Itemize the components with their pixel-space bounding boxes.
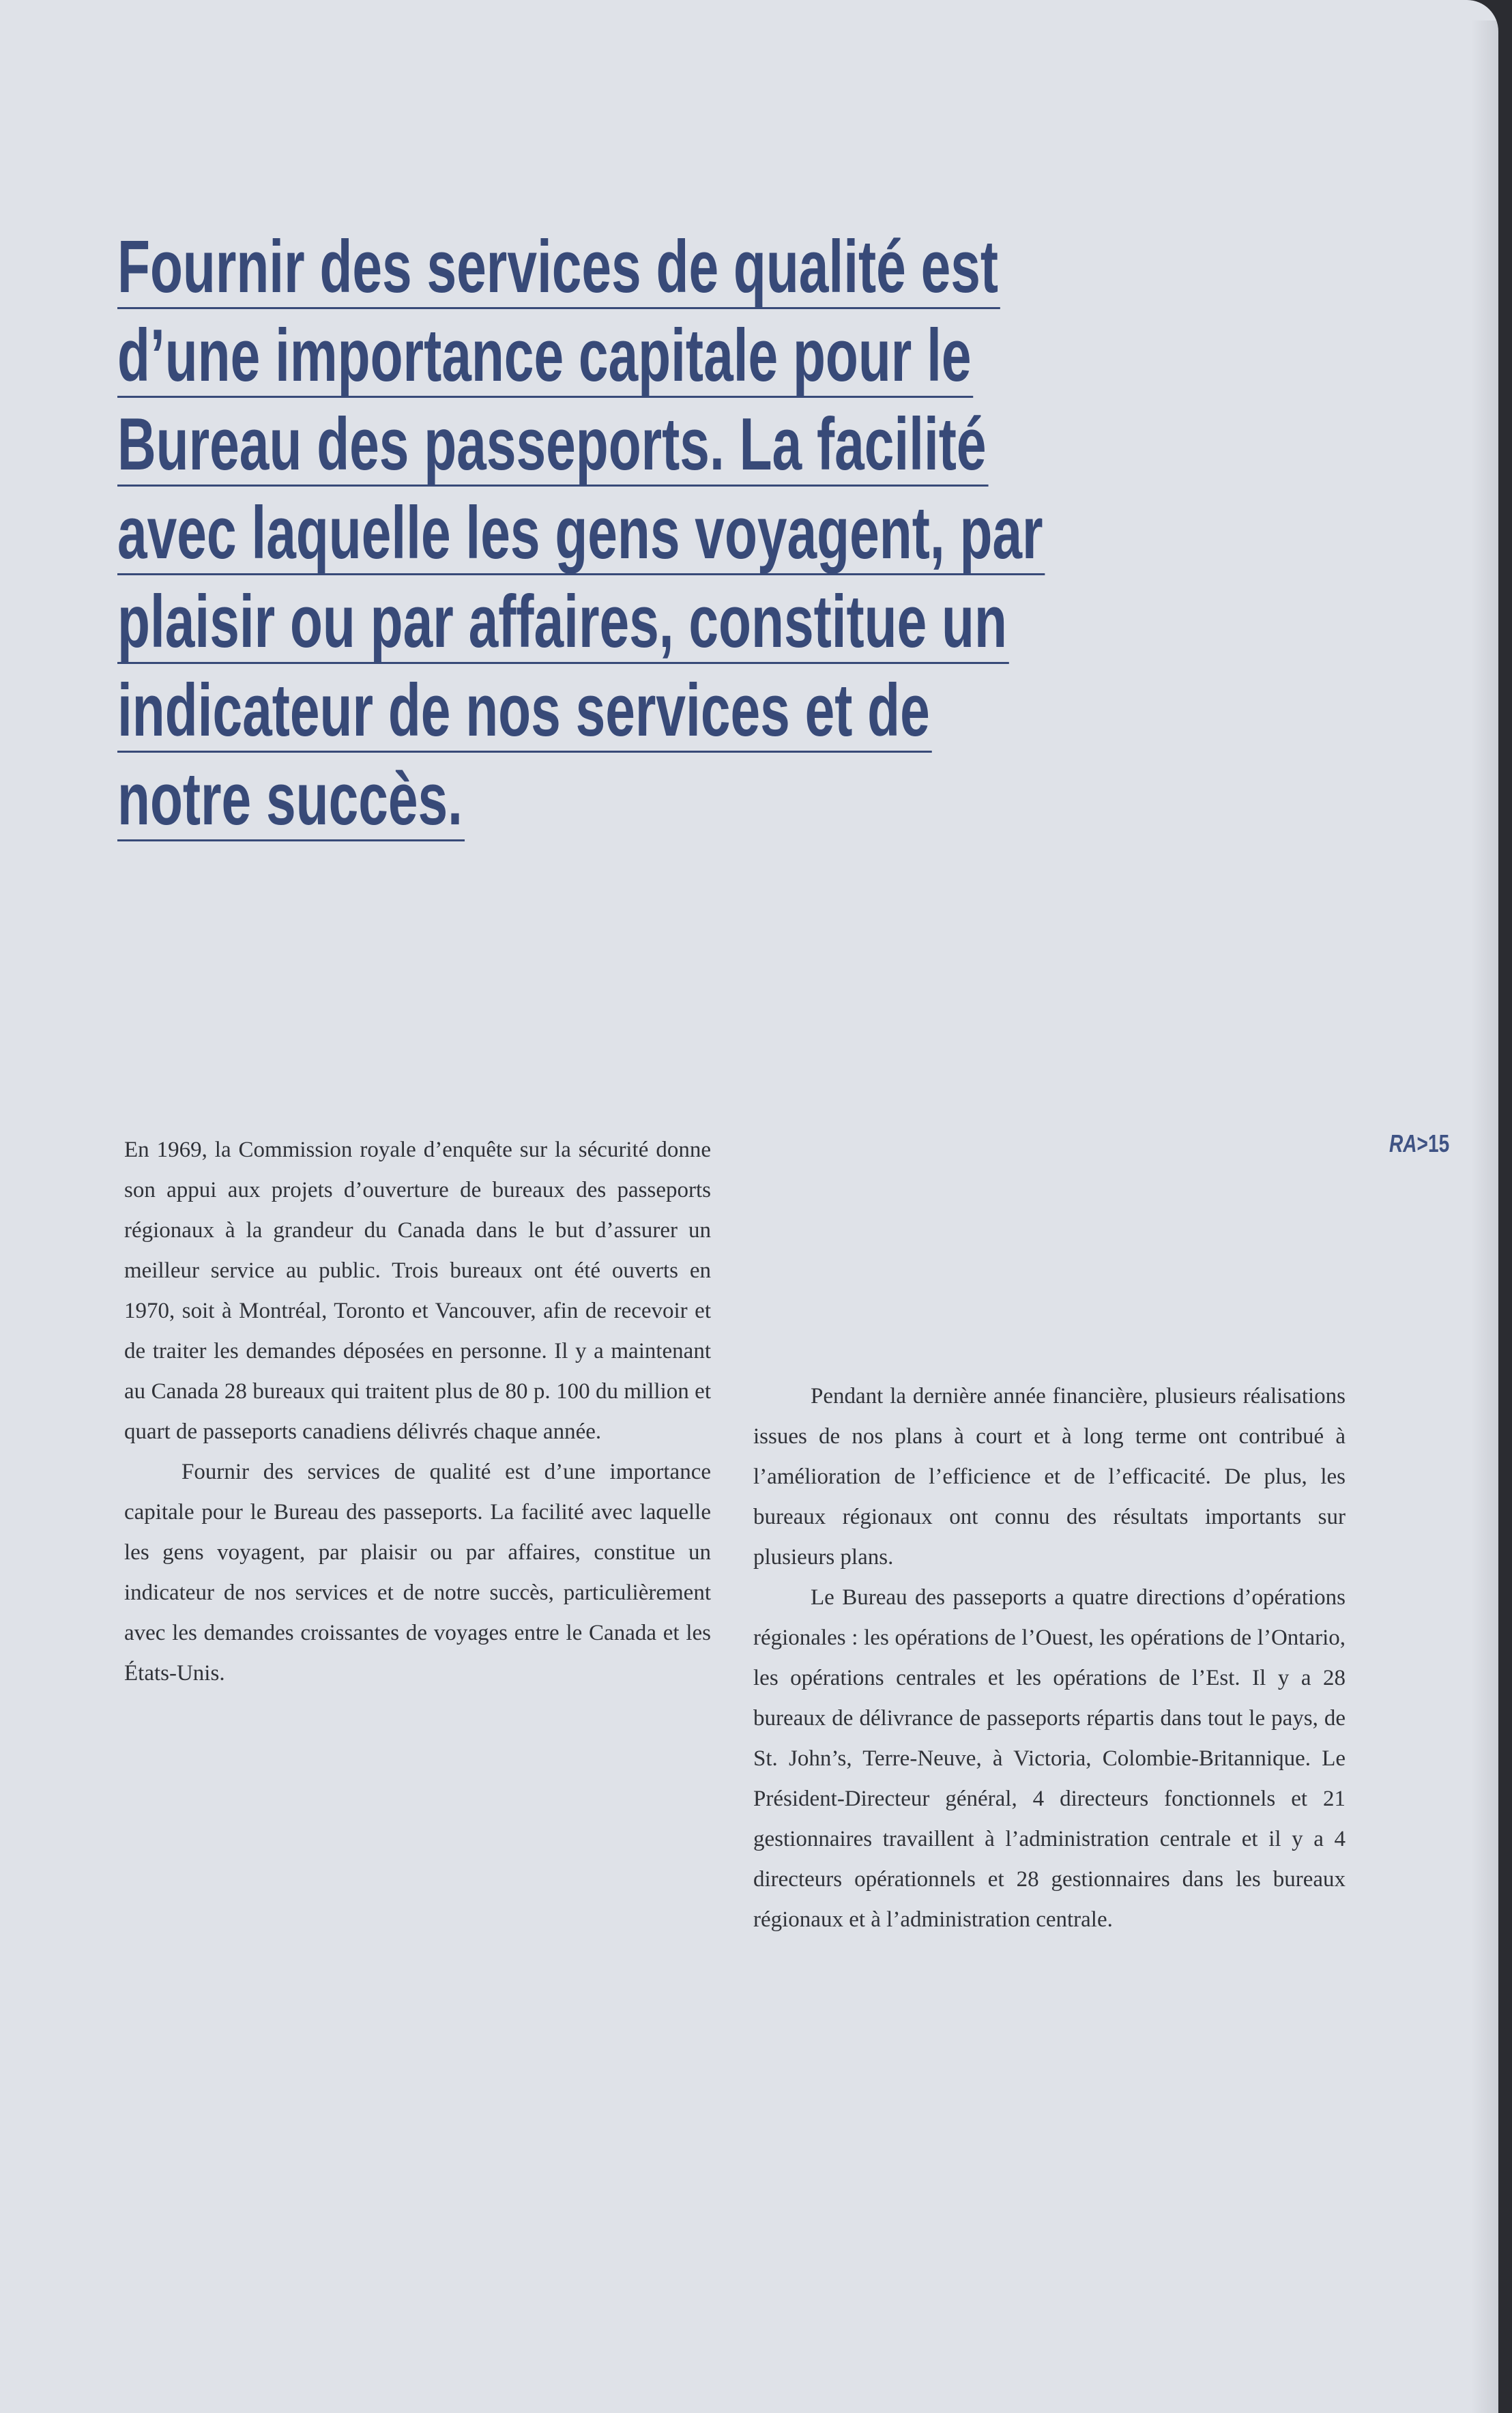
headline-line: Fournir des services de qualité est xyxy=(117,227,982,315)
headline-line: indicateur de nos services et de xyxy=(117,670,982,759)
headline-line: Bureau des passeports. La facilité xyxy=(117,404,982,493)
headline-line: plaisir ou par affaires, constitue un xyxy=(117,581,982,670)
page-number-value: 15 xyxy=(1427,1129,1450,1157)
headline-line: d’une importance capitale pour le xyxy=(117,315,982,404)
right-text-column xyxy=(753,1376,1346,1940)
page-marker-separator: > xyxy=(1416,1129,1428,1157)
body-paragraph: En 1969, la Commission royale d’enquête sur la sécurité donne son appui aux projets d’ouverture de bureaux des passeports régionaux à la grandeur du Canada dans le but d’assurer un meilleur service au public. Trois bureaux ont été ouverts en 1970, soit à Montréal, Toronto et Vancouver, afin de recevoir et de traiter les demandes déposées en personne. Il y a maintenant au Canada 28 bureaux qui traitent plus de 80 p. 100 du million et quart de passeports canadiens délivrés chaque année. xyxy=(124,1138,711,1444)
body-paragraph: Le Bureau des passeports a quatre directions d’opérations régionales : les opérations de l’Ouest, les opérations de l’Ontario, les opérations centrales et les opérations de l’Est. Il y a 28 bureaux de délivrance de passeports répartis dans tout le pays, de St. John’s, Terre-Neuve, à Victoria, Colombie-Britannique. Le Président-Directeur général, 4 directeurs fonctionnels et 21 gestionnaires travaillent à l’administration centrale et il y a 4 directeurs opérationnels et 28 gestionnaires dans les bureaux régionaux et à l’administration centrale. xyxy=(753,1585,1346,1932)
page-number xyxy=(1389,1129,1449,1158)
pull-quote-headline xyxy=(117,225,1043,848)
body-paragraph: Pendant la dernière année financière, plusieurs réalisations issues de nos plans à court et à long terme ont contribué à l’amélioration de l’efficience et de l’efficacité. De plus, les bureaux régionaux ont connu des résultats importants sur plusieurs plans. xyxy=(753,1384,1346,1570)
report-abbreviation: RA xyxy=(1389,1129,1417,1157)
headline-line: notre succès. xyxy=(117,759,982,848)
body-paragraph: Fournir des services de qualité est d’une importance capitale pour le Bureau des passeports. La facilité avec laquelle les gens voyagent, par plaisir ou par affaires, constitue un indicateur de nos services et de notre succès, particulièrement avec les demandes croissantes de voyages entre le Canada et les États-Unis. xyxy=(124,1460,711,1686)
page-edge-shadow xyxy=(1471,20,1498,2413)
headline-line: avec laquelle les gens voyagent, par xyxy=(117,493,982,581)
left-text-column xyxy=(124,1130,711,1694)
